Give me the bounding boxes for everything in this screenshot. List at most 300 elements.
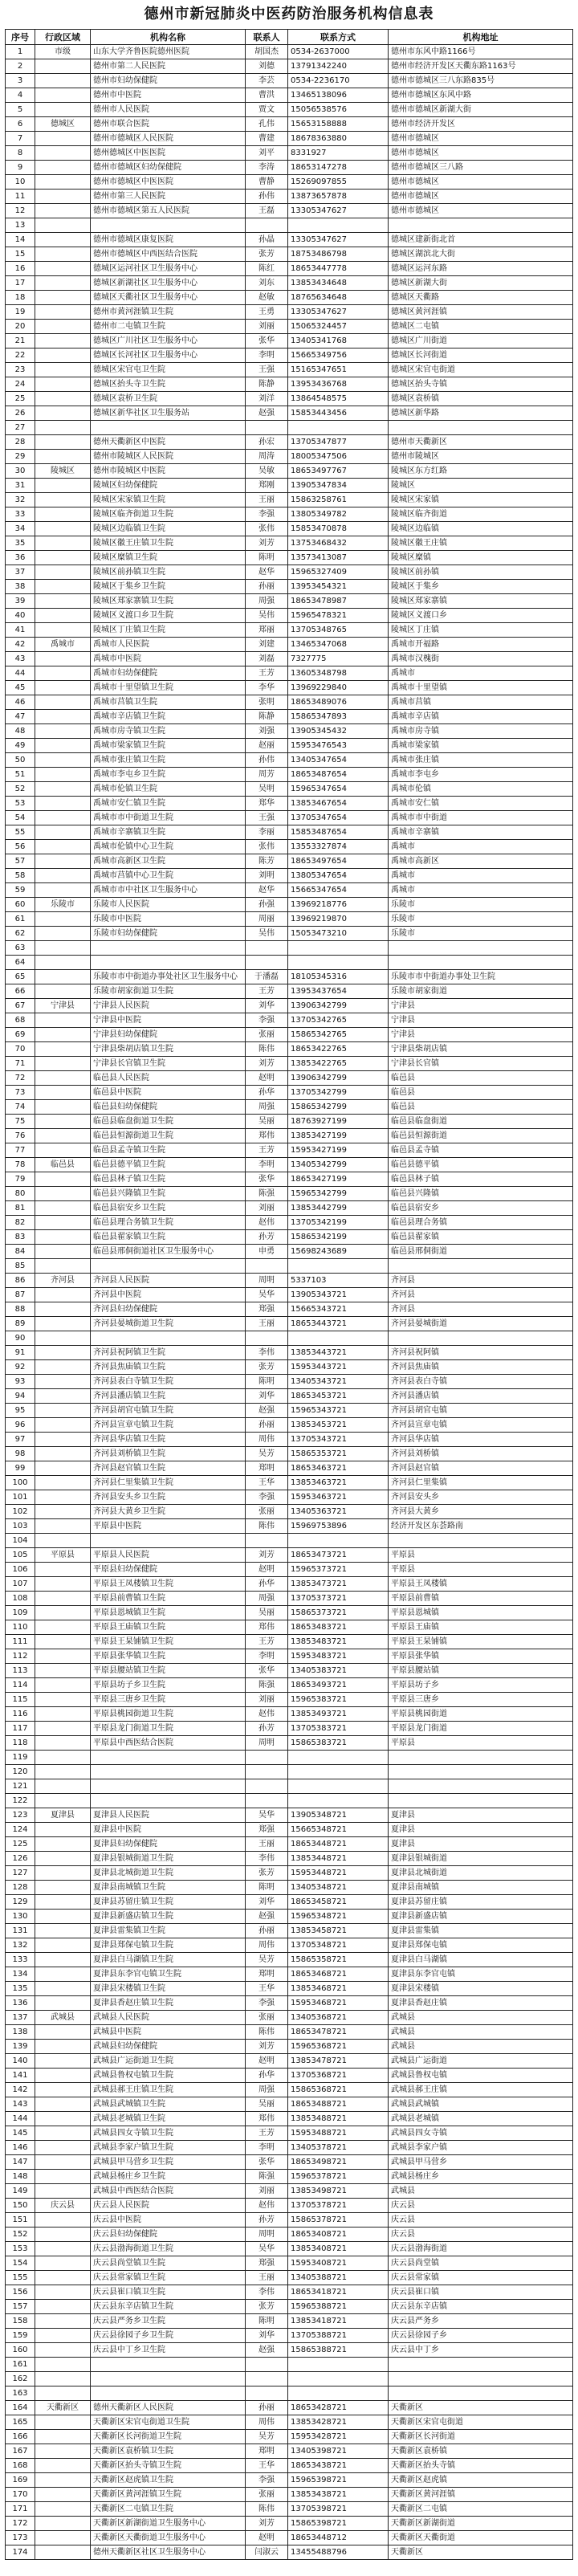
cell-address: 德州市天衢新区 — [389, 435, 573, 450]
table-row — [6, 1274, 573, 1288]
cell-district — [35, 811, 91, 825]
cell-institution: 夏津县妇幼保健院 — [91, 1837, 246, 1852]
cell-institution: 德州市联合医院 — [91, 117, 246, 132]
cell-district — [35, 2314, 91, 2329]
cell-contact-person: 孔伟 — [246, 117, 288, 132]
cell-address: 临邑县德平镇 — [389, 1158, 573, 1172]
cell-index: 149 — [6, 2184, 35, 2199]
cell-index: 118 — [6, 1736, 35, 1751]
cell-institution: 德州市中医院 — [91, 88, 246, 103]
cell-index: 6 — [6, 117, 35, 132]
cell-contact-person: 刘丽 — [246, 320, 288, 334]
cell-district — [35, 984, 91, 999]
cell-district: 陵城区 — [35, 464, 91, 479]
cell-address: 德城区湖滨北大街 — [389, 247, 573, 262]
cell-index: 114 — [6, 1678, 35, 1693]
cell-institution: 德州市第二人民医院 — [91, 59, 246, 74]
cell-address: 临邑县恒源街道 — [389, 1129, 573, 1143]
cell-phone: 13705368721 — [288, 2069, 389, 2083]
cell-index: 42 — [6, 638, 35, 652]
cell-phone: 15953476543 — [288, 739, 389, 753]
cell-phone: 13405378721 — [288, 2141, 389, 2155]
cell-address: 陵城区糜镇 — [389, 551, 573, 565]
cell-address: 禹城市汉槐街 — [389, 652, 573, 666]
table-row — [6, 1490, 573, 1505]
cell-institution: 德城区运河社区卫生服务中心 — [91, 262, 246, 276]
cell-address: 齐河县胡官屯镇 — [389, 1404, 573, 1418]
cell-contact-person: 刘丽 — [246, 1201, 288, 1216]
cell-contact-person: 周强 — [246, 1100, 288, 1115]
cell-district — [35, 1693, 91, 1707]
cell-institution: 宁津县柴胡店镇卫生院 — [91, 1042, 246, 1057]
cell-index: 134 — [6, 1967, 35, 1982]
cell-district — [35, 1938, 91, 1953]
cell-institution: 禹城市张庄镇卫生院 — [91, 753, 246, 768]
cell-address: 夏津县苏留庄镇 — [389, 1895, 573, 1910]
table-row — [6, 117, 573, 132]
cell-institution: 宁津县妇幼保健院 — [91, 1028, 246, 1042]
cell-district — [35, 247, 91, 262]
cell-institution: 武城县人民医院 — [91, 2011, 246, 2025]
cell-address: 德城区天衢路 — [389, 291, 573, 305]
table-row — [6, 970, 573, 984]
cell-district — [35, 334, 91, 348]
table-row — [6, 190, 573, 204]
cell-institution: 临邑县林子镇卫生院 — [91, 1172, 246, 1187]
cell-district — [35, 2170, 91, 2184]
cell-phone: 15965373721 — [288, 1563, 389, 1577]
cell-institution — [91, 1779, 246, 1794]
cell-district — [35, 594, 91, 609]
cell-index: 127 — [6, 1866, 35, 1881]
cell-address — [389, 2372, 573, 2386]
table-row — [6, 1751, 573, 1765]
table-row — [6, 218, 573, 233]
table-row — [6, 377, 573, 392]
header-phone: 联系方式 — [288, 30, 389, 45]
cell-phone: 15865342799 — [288, 1100, 389, 1115]
cell-institution — [91, 2386, 246, 2401]
table-row — [6, 1360, 573, 1375]
cell-institution: 陵城区糜镇卫生院 — [91, 551, 246, 565]
cell-institution: 夏津县宋楼镇卫生院 — [91, 1982, 246, 1996]
table-row — [6, 2430, 573, 2444]
cell-institution: 陵城区徽王庄镇卫生院 — [91, 536, 246, 551]
cell-phone: 15269097855 — [288, 175, 389, 190]
cell-phone: 15865358721 — [288, 1953, 389, 1967]
cell-district: 齐河县 — [35, 1274, 91, 1288]
cell-address: 禹城市高新区 — [389, 854, 573, 869]
cell-contact-person: 孙宏 — [246, 435, 288, 450]
cell-phone: 15853487654 — [288, 825, 389, 840]
cell-contact-person: 李伟 — [246, 1346, 288, 1360]
table-row — [6, 2213, 573, 2228]
cell-phone: 15965368721 — [288, 2040, 389, 2054]
cell-index: 55 — [6, 825, 35, 840]
cell-contact-person: 刘建 — [246, 638, 288, 652]
cell-address: 武城县老城镇 — [389, 2112, 573, 2126]
cell-institution: 德州德城区中医医院 — [91, 146, 246, 161]
cell-district — [35, 2300, 91, 2314]
cell-district — [35, 1967, 91, 1982]
cell-district — [35, 1722, 91, 1736]
cell-phone: 15953443721 — [288, 1360, 389, 1375]
cell-district — [35, 1245, 91, 1259]
cell-index: 135 — [6, 1982, 35, 1996]
table-row — [6, 2545, 573, 2560]
cell-index: 23 — [6, 363, 35, 377]
cell-phone: 13405343721 — [288, 1375, 389, 1389]
cell-index: 141 — [6, 2069, 35, 2083]
cell-phone: 13405342799 — [288, 1158, 389, 1172]
cell-phone: 18653468721 — [288, 1967, 389, 1982]
cell-phone: 13305347627 — [288, 233, 389, 247]
cell-phone: 15965388721 — [288, 2300, 389, 2314]
cell-contact-person: 赵华 — [246, 565, 288, 580]
cell-contact-person: 胡国杰 — [246, 45, 288, 59]
table-row — [6, 984, 573, 999]
table-row — [6, 1230, 573, 1245]
table-row — [6, 348, 573, 363]
cell-phone: 18653487654 — [288, 768, 389, 782]
cell-index: 19 — [6, 305, 35, 320]
cell-phone — [288, 2358, 389, 2372]
cell-institution: 天衢新区新湖街道卫生服务中心 — [91, 2517, 246, 2531]
table-row — [6, 2300, 573, 2314]
cell-contact-person: 吴敏 — [246, 464, 288, 479]
cell-contact-person: 李强 — [246, 1490, 288, 1505]
table-row — [6, 825, 573, 840]
cell-phone: 18653408721 — [288, 2228, 389, 2242]
cell-district — [35, 1751, 91, 1765]
cell-district — [35, 1404, 91, 1418]
cell-institution: 齐河县刘桥镇卫生院 — [91, 1447, 246, 1461]
cell-district — [35, 305, 91, 320]
cell-address: 武城县 — [389, 2025, 573, 2040]
cell-phone: 13905343721 — [288, 1288, 389, 1302]
cell-institution: 禹城市高新区卫生院 — [91, 854, 246, 869]
table-row — [6, 2531, 573, 2545]
cell-index: 36 — [6, 551, 35, 565]
cell-index: 128 — [6, 1881, 35, 1895]
table-row — [6, 74, 573, 88]
cell-address: 庆云县尚堂镇 — [389, 2256, 573, 2271]
cell-index: 64 — [6, 956, 35, 970]
cell-district — [35, 59, 91, 74]
cell-institution: 夏津县南城镇卫生院 — [91, 1881, 246, 1895]
table-row — [6, 1577, 573, 1592]
cell-district — [35, 1057, 91, 1071]
cell-index: 82 — [6, 1216, 35, 1230]
cell-address: 德州市德城区新湖大街 — [389, 103, 573, 117]
cell-contact-person: 刘华 — [246, 1389, 288, 1404]
cell-contact-person: 郑伟 — [246, 1620, 288, 1635]
table-row — [6, 2271, 573, 2285]
cell-district — [35, 2256, 91, 2271]
cell-institution: 平原县中西医结合医院 — [91, 1736, 246, 1751]
cell-address — [389, 2386, 573, 2401]
cell-index: 140 — [6, 2054, 35, 2069]
cell-phone: 13455488796 — [288, 2545, 389, 2560]
cell-institution: 德城区天衢社区卫生服务中心 — [91, 291, 246, 305]
cell-contact-person: 吴丽 — [246, 1606, 288, 1620]
cell-index: 71 — [6, 1057, 35, 1071]
table-row — [6, 2199, 573, 2213]
cell-district — [35, 565, 91, 580]
cell-address: 德州市德城区 — [389, 175, 573, 190]
cell-contact-person: 陈伟 — [246, 2025, 288, 2040]
cell-district — [35, 522, 91, 536]
cell-district — [35, 1852, 91, 1866]
cell-index: 83 — [6, 1230, 35, 1245]
cell-institution: 武城县鲁权屯镇卫生院 — [91, 2069, 246, 2083]
cell-index: 81 — [6, 1201, 35, 1216]
cell-institution: 宁津县中医院 — [91, 1013, 246, 1028]
cell-index: 139 — [6, 2040, 35, 2054]
table-row — [6, 1982, 573, 1996]
cell-address: 平原县 — [389, 1736, 573, 1751]
table-row — [6, 2242, 573, 2256]
cell-district — [35, 1071, 91, 1086]
cell-address: 德州市德城区东风中路 — [389, 88, 573, 103]
cell-index: 157 — [6, 2300, 35, 2314]
cell-index: 34 — [6, 522, 35, 536]
cell-contact-person: 陈强 — [246, 1187, 288, 1201]
cell-phone — [288, 421, 389, 435]
cell-contact-person: 刘芳 — [246, 2517, 288, 2531]
cell-institution: 平原县王凤楼镇卫生院 — [91, 1577, 246, 1592]
cell-institution: 夏津县东李官屯镇卫生院 — [91, 1967, 246, 1982]
cell-phone: 13705342199 — [288, 1216, 389, 1230]
cell-contact-person: 张伟 — [246, 840, 288, 854]
cell-district — [35, 1042, 91, 1057]
table-row — [6, 811, 573, 825]
cell-phone: 13853478721 — [288, 2054, 389, 2069]
cell-index: 79 — [6, 1172, 35, 1187]
cell-institution: 禹城市人民医院 — [91, 638, 246, 652]
header-institution: 机构名称 — [91, 30, 246, 45]
table-row — [6, 132, 573, 146]
cell-district — [35, 1577, 91, 1592]
table-row — [6, 2372, 573, 2386]
cell-address: 夏津县 — [389, 1808, 573, 1823]
cell-institution: 陵城区郑家寨镇卫生院 — [91, 594, 246, 609]
cell-institution: 夏津县苏留庄镇卫生院 — [91, 1895, 246, 1910]
cell-address: 庆云县常家镇 — [389, 2271, 573, 2285]
cell-index: 162 — [6, 2372, 35, 2386]
cell-district — [35, 2213, 91, 2228]
cell-index: 94 — [6, 1389, 35, 1404]
cell-index: 98 — [6, 1447, 35, 1461]
cell-contact-person: 周芳 — [246, 768, 288, 782]
cell-institution: 禹城市中医院 — [91, 652, 246, 666]
cell-phone: 13405341768 — [288, 334, 389, 348]
cell-address: 武城县鲁权屯镇 — [389, 2069, 573, 2083]
cell-address: 齐河县赵官镇 — [389, 1461, 573, 1476]
cell-institution: 齐河县妇幼保健院 — [91, 1302, 246, 1317]
cell-phone: 13853418721 — [288, 2314, 389, 2329]
cell-district — [35, 291, 91, 305]
cell-phone: 15865347893 — [288, 710, 389, 724]
cell-institution — [91, 2358, 246, 2372]
table-row — [6, 2054, 573, 2069]
cell-institution: 夏津县北城街道卫生院 — [91, 1866, 246, 1881]
table-row — [6, 2184, 573, 2199]
table-row — [6, 2025, 573, 2040]
cell-contact-person: 吴华 — [246, 1808, 288, 1823]
table-row — [6, 146, 573, 161]
cell-institution: 德州天衢新区社区卫生服务中心 — [91, 2545, 246, 2560]
cell-district — [35, 1447, 91, 1461]
cell-institution: 庆云县常家镇卫生院 — [91, 2271, 246, 2285]
cell-address: 临邑县宿安乡 — [389, 1201, 573, 1216]
cell-institution: 夏津县人民医院 — [91, 1808, 246, 1823]
cell-contact-person: 申勇 — [246, 1245, 288, 1259]
cell-phone: 13705398721 — [288, 2502, 389, 2517]
cell-district — [35, 1433, 91, 1447]
cell-contact-person: 张华 — [246, 2155, 288, 2170]
cell-district — [35, 970, 91, 984]
cell-address — [389, 941, 573, 956]
cell-district — [35, 927, 91, 941]
cell-district — [35, 1678, 91, 1693]
cell-phone: 15853470878 — [288, 522, 389, 536]
cell-contact-person: 贾文 — [246, 103, 288, 117]
cell-institution: 乐陵市人民医院 — [91, 898, 246, 912]
cell-institution: 天衢新区黄河涯镇卫生院 — [91, 2488, 246, 2502]
table-row — [6, 2358, 573, 2372]
cell-institution: 乐陵市胡家街道卫生院 — [91, 984, 246, 999]
cell-contact-person: 王丽 — [246, 1837, 288, 1852]
cell-index: 26 — [6, 406, 35, 421]
table-row — [6, 2141, 573, 2155]
table-row — [6, 1765, 573, 1779]
table-row — [6, 464, 573, 479]
cell-district — [35, 1736, 91, 1751]
table-row — [6, 1057, 573, 1071]
cell-district — [35, 580, 91, 594]
cell-institution: 禹城市梁家镇卫生院 — [91, 739, 246, 753]
cell-index: 85 — [6, 1259, 35, 1274]
cell-address: 禹城市十里望镇 — [389, 681, 573, 695]
cell-index: 41 — [6, 623, 35, 638]
cell-contact-person: 孙强 — [246, 898, 288, 912]
cell-contact-person: 孙芳 — [246, 1722, 288, 1736]
cell-contact-person: 刘芳 — [246, 2040, 288, 2054]
cell-institution: 德州市陵城区中医院 — [91, 464, 246, 479]
cell-contact-person — [246, 1794, 288, 1808]
cell-address: 禹城市李屯乡 — [389, 768, 573, 782]
cell-address: 平原县王庙镇 — [389, 1620, 573, 1635]
cell-contact-person: 张伟 — [246, 522, 288, 536]
cell-index: 106 — [6, 1563, 35, 1577]
cell-district — [35, 797, 91, 811]
cell-district — [35, 840, 91, 854]
cell-address: 平原县桃园街道 — [389, 1707, 573, 1722]
cell-contact-person: 吴芳 — [246, 1953, 288, 1967]
cell-address: 平原县龙门街道 — [389, 1722, 573, 1736]
cell-address: 禹城市市中街道 — [389, 811, 573, 825]
table-row — [6, 1115, 573, 1129]
cell-address: 齐河县 — [389, 1288, 573, 1302]
cell-institution: 禹城市十里望镇卫生院 — [91, 681, 246, 695]
cell-index: 49 — [6, 739, 35, 753]
cell-index: 125 — [6, 1837, 35, 1852]
table-row — [6, 710, 573, 724]
cell-index: 113 — [6, 1664, 35, 1678]
cell-institution: 平原县恩城镇卫生院 — [91, 1606, 246, 1620]
cell-index: 61 — [6, 912, 35, 927]
cell-address: 德州市德城区 — [389, 204, 573, 218]
cell-contact-person: 赵伟 — [246, 1707, 288, 1722]
cell-institution: 平原县桃园街道卫生院 — [91, 1707, 246, 1722]
cell-institution: 禹城市辛店镇卫生院 — [91, 710, 246, 724]
cell-index: 11 — [6, 190, 35, 204]
cell-index: 68 — [6, 1013, 35, 1028]
cell-contact-person: 孙芳 — [246, 1230, 288, 1245]
cell-index: 132 — [6, 1938, 35, 1953]
table-row — [6, 609, 573, 623]
cell-district: 平原县 — [35, 1548, 91, 1563]
cell-index: 107 — [6, 1577, 35, 1592]
cell-address: 天衢新区 — [389, 2545, 573, 2560]
table-row — [6, 1013, 573, 1028]
cell-index: 121 — [6, 1779, 35, 1794]
cell-district — [35, 2228, 91, 2242]
table-row — [6, 2386, 573, 2401]
cell-district — [35, 1115, 91, 1129]
cell-district — [35, 507, 91, 522]
cell-district — [35, 956, 91, 970]
table-row — [6, 2459, 573, 2473]
cell-address: 武城县 — [389, 2011, 573, 2025]
cell-phone: 18653463721 — [288, 1461, 389, 1476]
cell-district — [35, 2184, 91, 2199]
cell-index: 43 — [6, 652, 35, 666]
cell-index: 88 — [6, 1302, 35, 1317]
cell-address: 禹城市 — [389, 869, 573, 883]
cell-phone: 18653422765 — [288, 1042, 389, 1057]
cell-district — [35, 2329, 91, 2343]
cell-phone: 13905348721 — [288, 1808, 389, 1823]
cell-district — [35, 1519, 91, 1534]
cell-index: 168 — [6, 2459, 35, 2473]
cell-phone: 15865398721 — [288, 2517, 389, 2531]
cell-index: 172 — [6, 2517, 35, 2531]
cell-district — [35, 710, 91, 724]
cell-institution — [91, 421, 246, 435]
cell-institution: 齐河县焦庙镇卫生院 — [91, 1360, 246, 1375]
cell-district — [35, 2430, 91, 2444]
cell-address: 禹城市开福路 — [389, 638, 573, 652]
cell-address: 陵城区 — [389, 479, 573, 493]
cell-institution: 陵城区于集乡卫生院 — [91, 580, 246, 594]
cell-district — [35, 695, 91, 710]
cell-phone: 15965343721 — [288, 1404, 389, 1418]
cell-district — [35, 1823, 91, 1837]
cell-contact-person: 孙丽 — [246, 580, 288, 594]
table-row — [6, 2415, 573, 2430]
cell-district — [35, 262, 91, 276]
table-row — [6, 1953, 573, 1967]
cell-contact-person: 赵明 — [246, 1563, 288, 1577]
table-row — [6, 1100, 573, 1115]
cell-district — [35, 421, 91, 435]
cell-contact-person: 陈伟 — [246, 1042, 288, 1057]
cell-phone: 15665349756 — [288, 348, 389, 363]
cell-phone: 15969753896 — [288, 1519, 389, 1534]
cell-index: 108 — [6, 1592, 35, 1606]
